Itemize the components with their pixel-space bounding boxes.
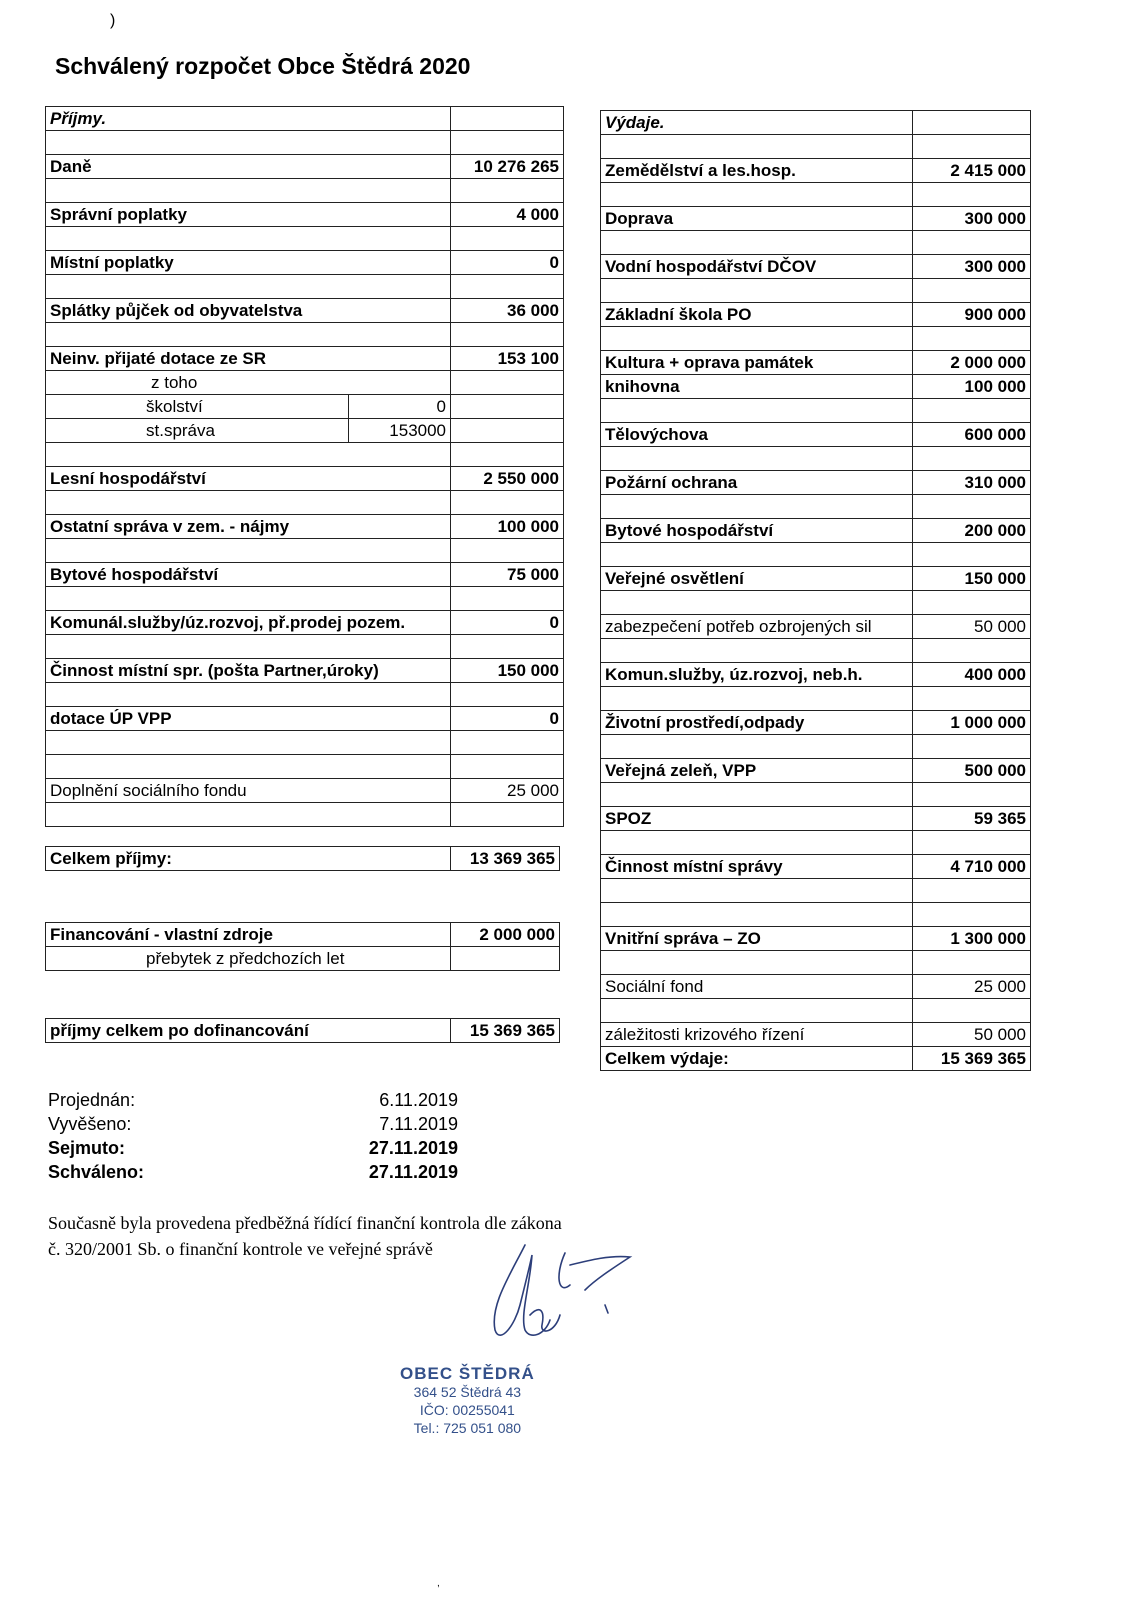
- income-label-8: Lesní hospodářství: [46, 467, 451, 491]
- date-value: 27.11.2019: [368, 1138, 458, 1158]
- income-value-9: 100 000: [451, 515, 564, 539]
- income-label-2: Místní poplatky: [46, 251, 451, 275]
- income-label-9: Ostatní správa v zem. - nájmy: [46, 515, 451, 539]
- income-grand-value: 15 369 365: [451, 1019, 560, 1043]
- expense-label-18: záležitosti krizového řízení: [601, 1023, 913, 1047]
- date-value: 27.11.2019: [368, 1162, 458, 1182]
- date-row: [48, 1136, 458, 1160]
- income-total-label: Celkem příjmy:: [46, 847, 451, 871]
- financing-box: [45, 922, 560, 971]
- expense-label-16: Vnitřní správa – ZO: [601, 927, 913, 951]
- expense-value-5: 100 000: [913, 375, 1031, 399]
- income-label-14: Doplnění sociálního fondu: [46, 779, 451, 803]
- date-label: Projednán:: [48, 1090, 136, 1110]
- income-grand-box: [45, 1018, 560, 1043]
- income-value-2: 0: [451, 251, 564, 275]
- date-row: [48, 1112, 458, 1136]
- income-label-5: z toho: [46, 371, 451, 395]
- municipal-stamp: [400, 1365, 535, 1437]
- date-label: Schváleno:: [48, 1162, 145, 1182]
- expense-label-0: Zemědělství a les.hosp.: [601, 159, 913, 183]
- income-total-value: 13 369 365: [451, 847, 560, 871]
- stamp-tel: Tel.: 725 051 080: [413, 1420, 522, 1436]
- income-label-3: Splátky půjček od obyvatelstva: [46, 299, 451, 323]
- income-label-13: dotace ÚP VPP: [46, 707, 451, 731]
- date-row: [48, 1160, 458, 1184]
- scan-mark: ,: [437, 1578, 440, 1589]
- expense-value-18: 50 000: [913, 1023, 1031, 1047]
- expense-value-2: 300 000: [913, 255, 1031, 279]
- expense-label-8: Bytové hospodářství: [601, 519, 913, 543]
- income-label-0: Daně: [46, 155, 451, 179]
- income-value-14: 25 000: [451, 779, 564, 803]
- income-value-0: 10 276 265: [451, 155, 564, 179]
- expense-value-15: 4 710 000: [913, 855, 1031, 879]
- income-sub-7: 153000: [349, 419, 451, 443]
- income-value-11: 0: [451, 611, 564, 635]
- note-line: č. 320/2001 Sb. o finanční kontrole ve veřejné správě: [48, 1239, 433, 1259]
- expense-value-14: 59 365: [913, 807, 1031, 831]
- income-total-box: [45, 846, 560, 871]
- note-line: Současně byla provedena předběžná řídící finanční kontrola dle zákona: [48, 1213, 562, 1233]
- income-value-8: 2 550 000: [451, 467, 564, 491]
- expenses-total-value: 15 369 365: [913, 1047, 1031, 1071]
- expense-label-9: Veřejné osvětlení: [601, 567, 913, 591]
- income-value-13: 0: [451, 707, 564, 731]
- signature-icon: [470, 1235, 650, 1355]
- expense-value-11: 400 000: [913, 663, 1031, 687]
- date-value: 6.11.2019: [379, 1090, 458, 1110]
- dates-block: [48, 1088, 458, 1184]
- income-value-10: 75 000: [451, 563, 564, 587]
- expenses-header: Výdaje.: [601, 111, 913, 135]
- financing-sub: přebytek z předchozích let: [46, 947, 451, 971]
- income-label-4: Neinv. přijaté dotace ze SR: [46, 347, 451, 371]
- page-title: Schválený rozpočet Obce Štědrá 2020: [55, 53, 471, 79]
- income-value-1: 4 000: [451, 203, 564, 227]
- corner-mark: ): [110, 12, 116, 29]
- income-sub-6: 0: [349, 395, 451, 419]
- income-header: Příjmy.: [46, 107, 451, 131]
- income-label-7: st.správa: [46, 419, 349, 443]
- expense-label-11: Komun.služby, úz.rozvoj, neb.h.: [601, 663, 913, 687]
- expense-label-13: Veřejná zeleň, VPP: [601, 759, 913, 783]
- expense-label-6: Tělovýchova: [601, 423, 913, 447]
- date-value: 7.11.2019: [379, 1114, 458, 1134]
- expense-value-4: 2 000 000: [913, 351, 1031, 375]
- date-row: [48, 1088, 458, 1112]
- income-label-10: Bytové hospodářství: [46, 563, 451, 587]
- income-label-6: školství: [46, 395, 349, 419]
- stamp-name: OBEC ŠTĚDRÁ: [400, 1364, 535, 1383]
- expense-label-4: Kultura + oprava památek: [601, 351, 913, 375]
- date-label: Vyvěšeno:: [48, 1114, 132, 1134]
- expense-value-10: 50 000: [913, 615, 1031, 639]
- income-table: [45, 106, 564, 827]
- income-label-12: Činnost místní spr. (pošta Partner,úroky): [46, 659, 451, 683]
- expense-label-17: Sociální fond: [601, 975, 913, 999]
- income-label-11: Komunál.služby/úz.rozvoj, př.prodej pozem.: [46, 611, 451, 635]
- expense-value-13: 500 000: [913, 759, 1031, 783]
- income-value-12: 150 000: [451, 659, 564, 683]
- date-label: Sejmuto:: [48, 1138, 126, 1158]
- expense-label-3: Základní škola PO: [601, 303, 913, 327]
- expense-label-10: zabezpečení potřeb ozbrojených sil: [601, 615, 913, 639]
- income-grand-label: příjmy celkem po dofinancování: [46, 1019, 451, 1043]
- expense-value-6: 600 000: [913, 423, 1031, 447]
- expenses-total-label: Celkem výdaje:: [601, 1047, 913, 1071]
- expense-value-8: 200 000: [913, 519, 1031, 543]
- expense-value-17: 25 000: [913, 975, 1031, 999]
- expense-label-7: Požární ochrana: [601, 471, 913, 495]
- income-value-3: 36 000: [451, 299, 564, 323]
- expenses-table: [600, 110, 1031, 1071]
- expense-value-7: 310 000: [913, 471, 1031, 495]
- expense-value-9: 150 000: [913, 567, 1031, 591]
- expense-value-16: 1 300 000: [913, 927, 1031, 951]
- expense-label-2: Vodní hospodářství DČOV: [601, 255, 913, 279]
- expense-label-5: knihovna: [601, 375, 913, 399]
- income-label-1: Správní poplatky: [46, 203, 451, 227]
- expense-label-1: Doprava: [601, 207, 913, 231]
- financing-label: Financování - vlastní zdroje: [46, 923, 451, 947]
- expense-value-1: 300 000: [913, 207, 1031, 231]
- income-value-4: 153 100: [451, 347, 564, 371]
- expense-label-12: Životní prostředí,odpady: [601, 711, 913, 735]
- stamp-address: 364 52 Štědrá 43: [413, 1384, 522, 1400]
- expense-value-12: 1 000 000: [913, 711, 1031, 735]
- expense-value-0: 2 415 000: [913, 159, 1031, 183]
- expense-label-15: Činnost místní správy: [601, 855, 913, 879]
- financing-value: 2 000 000: [451, 923, 560, 947]
- expense-value-3: 900 000: [913, 303, 1031, 327]
- stamp-ico: IČO: 00255041: [419, 1402, 515, 1418]
- expense-label-14: SPOZ: [601, 807, 913, 831]
